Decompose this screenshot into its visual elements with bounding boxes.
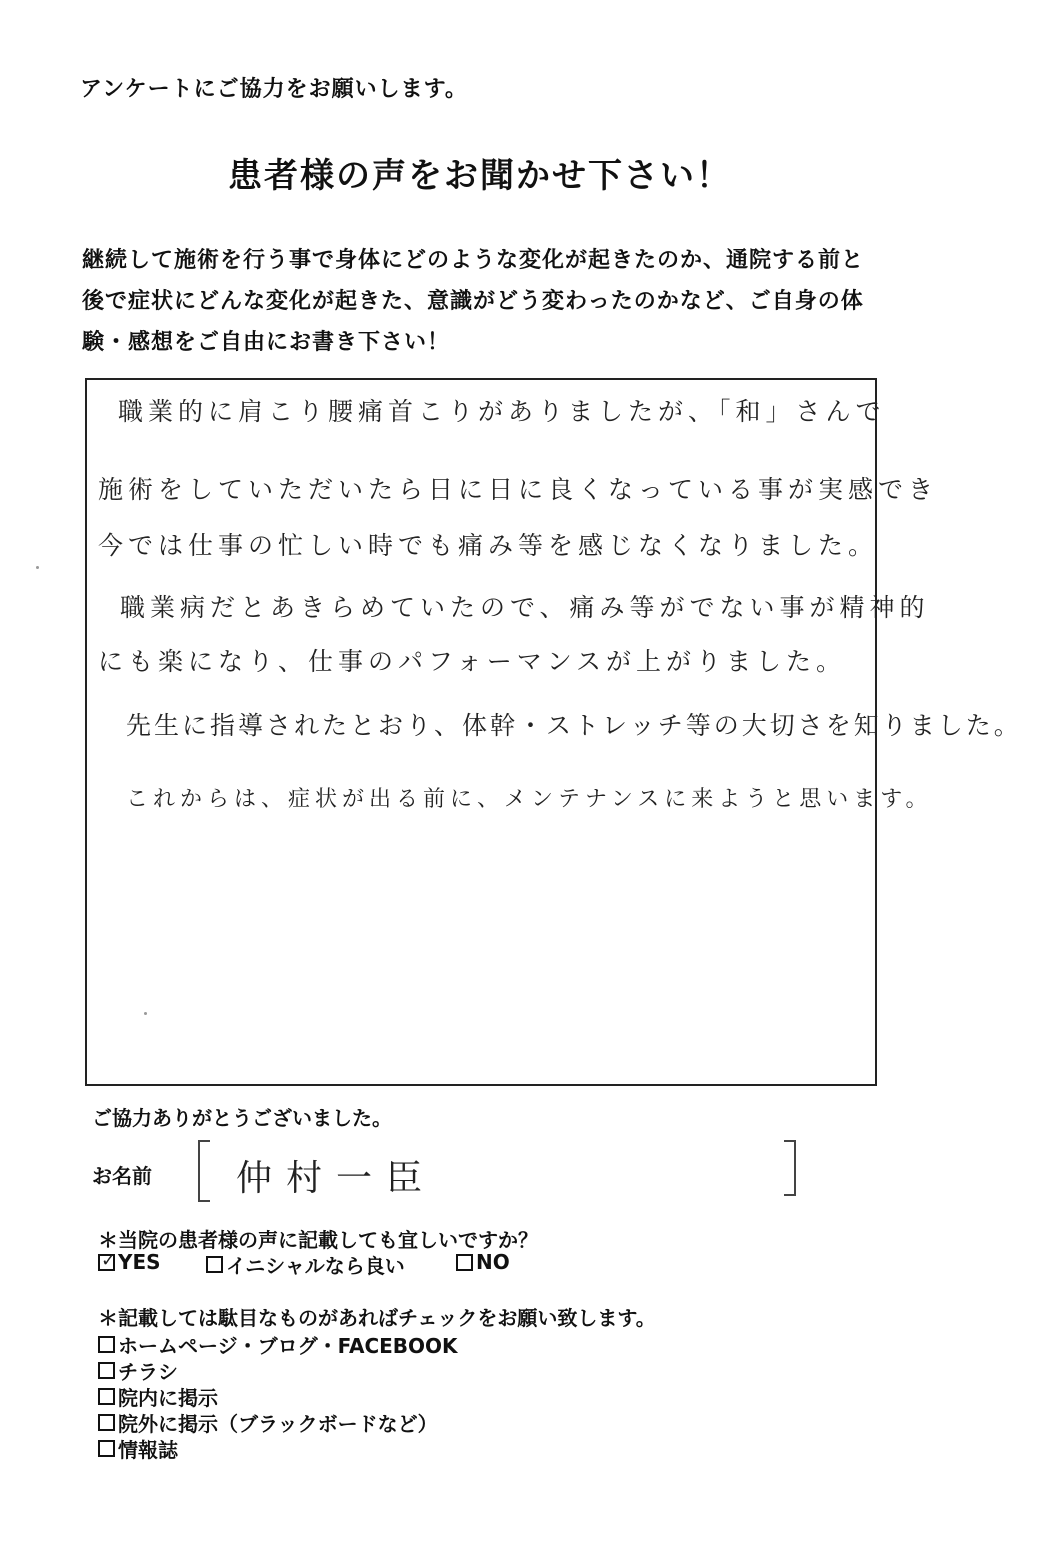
consent-option-label: YES [118, 1250, 161, 1274]
checkbox-icon[interactable] [206, 1256, 223, 1273]
check-mark-icon: ✓ [101, 1249, 117, 1271]
exclude-option-homepage[interactable] [98, 1330, 458, 1359]
consent-option-yes[interactable] [98, 1250, 161, 1274]
survey-intro: アンケートにご協力をお願いします。 [80, 77, 468, 102]
comment-line: 先生に指導されたとおり、体幹・ストレッチ等の大切さを知りました。 [126, 711, 1022, 740]
exclude-option-label: チラシ [118, 1360, 178, 1384]
name-label: お名前 [92, 1164, 152, 1188]
comment-line: 職業的に肩こり腰痛首こりがありましたが、「和」さんで [118, 397, 886, 426]
exclude-question: ＊記載しては駄目なものがあればチェックをお願い致します。 [98, 1306, 656, 1330]
comment-line: 今では仕事の忙しい時でも痛み等を感じなくなりました。 [98, 531, 879, 560]
paper-speck [36, 566, 39, 569]
exclude-option-label: 院内に掲示 [118, 1386, 218, 1410]
checkbox-icon[interactable] [456, 1254, 473, 1271]
consent-question: ＊当院の患者様の声に記載しても宜しいですか？ [98, 1228, 538, 1252]
consent-option-no[interactable] [456, 1250, 510, 1274]
exclude-option-flyer[interactable] [98, 1356, 178, 1385]
comment-line: 施術をしていただいたら日に日に良くなっている事が実感でき [98, 475, 939, 504]
consent-option-label: NO [476, 1250, 510, 1274]
comment-line: これからは、症状が出る前に、メンテナンスに来ようと思います。 [126, 787, 933, 812]
exclude-option-magazine[interactable] [98, 1434, 178, 1463]
instructions-text: 継続して施術を行う事で身体にどのような変化が起きたのか、通院する前と後で症状にどんな変化が起きた、意識がどう変わったのかなど、ご自身の体験・感想をご自由にお書き下さい！ [82, 248, 865, 355]
exclude-option-label: 院外に掲示（ブラックボードなど） [118, 1412, 438, 1436]
name-bracket-left [198, 1140, 210, 1202]
paper-speck [144, 1012, 147, 1015]
exclude-option-label: ホームページ・ブログ・FACEBOOK [118, 1334, 458, 1358]
checkbox-icon[interactable] [98, 1414, 115, 1431]
comment-line: 職業病だとあきらめていたので、痛み等がでない事が精神的 [120, 593, 930, 622]
comment-line: にも楽になり、仕事のパフォーマンスが上がりました。 [98, 647, 847, 676]
consent-option-initials[interactable] [206, 1250, 405, 1279]
checkbox-icon[interactable] [98, 1336, 115, 1353]
checkbox-checked-icon[interactable] [98, 1249, 117, 1271]
thanks-text: ご協力ありがとうございました。 [92, 1106, 392, 1130]
consent-option-label: イニシャルなら良い [226, 1254, 405, 1278]
exclude-option-outside-clinic[interactable] [98, 1408, 438, 1437]
checkbox-icon[interactable] [98, 1440, 115, 1457]
checkbox-icon[interactable] [98, 1388, 115, 1405]
name-value: 仲村一臣 [236, 1158, 437, 1199]
name-bracket-right [784, 1140, 796, 1196]
exclude-option-inside-clinic[interactable] [98, 1382, 218, 1411]
page-title: 患者様の声をお聞かせ下さい！ [228, 156, 732, 196]
checkbox-icon[interactable] [98, 1362, 115, 1379]
exclude-option-label: 情報誌 [118, 1438, 178, 1462]
